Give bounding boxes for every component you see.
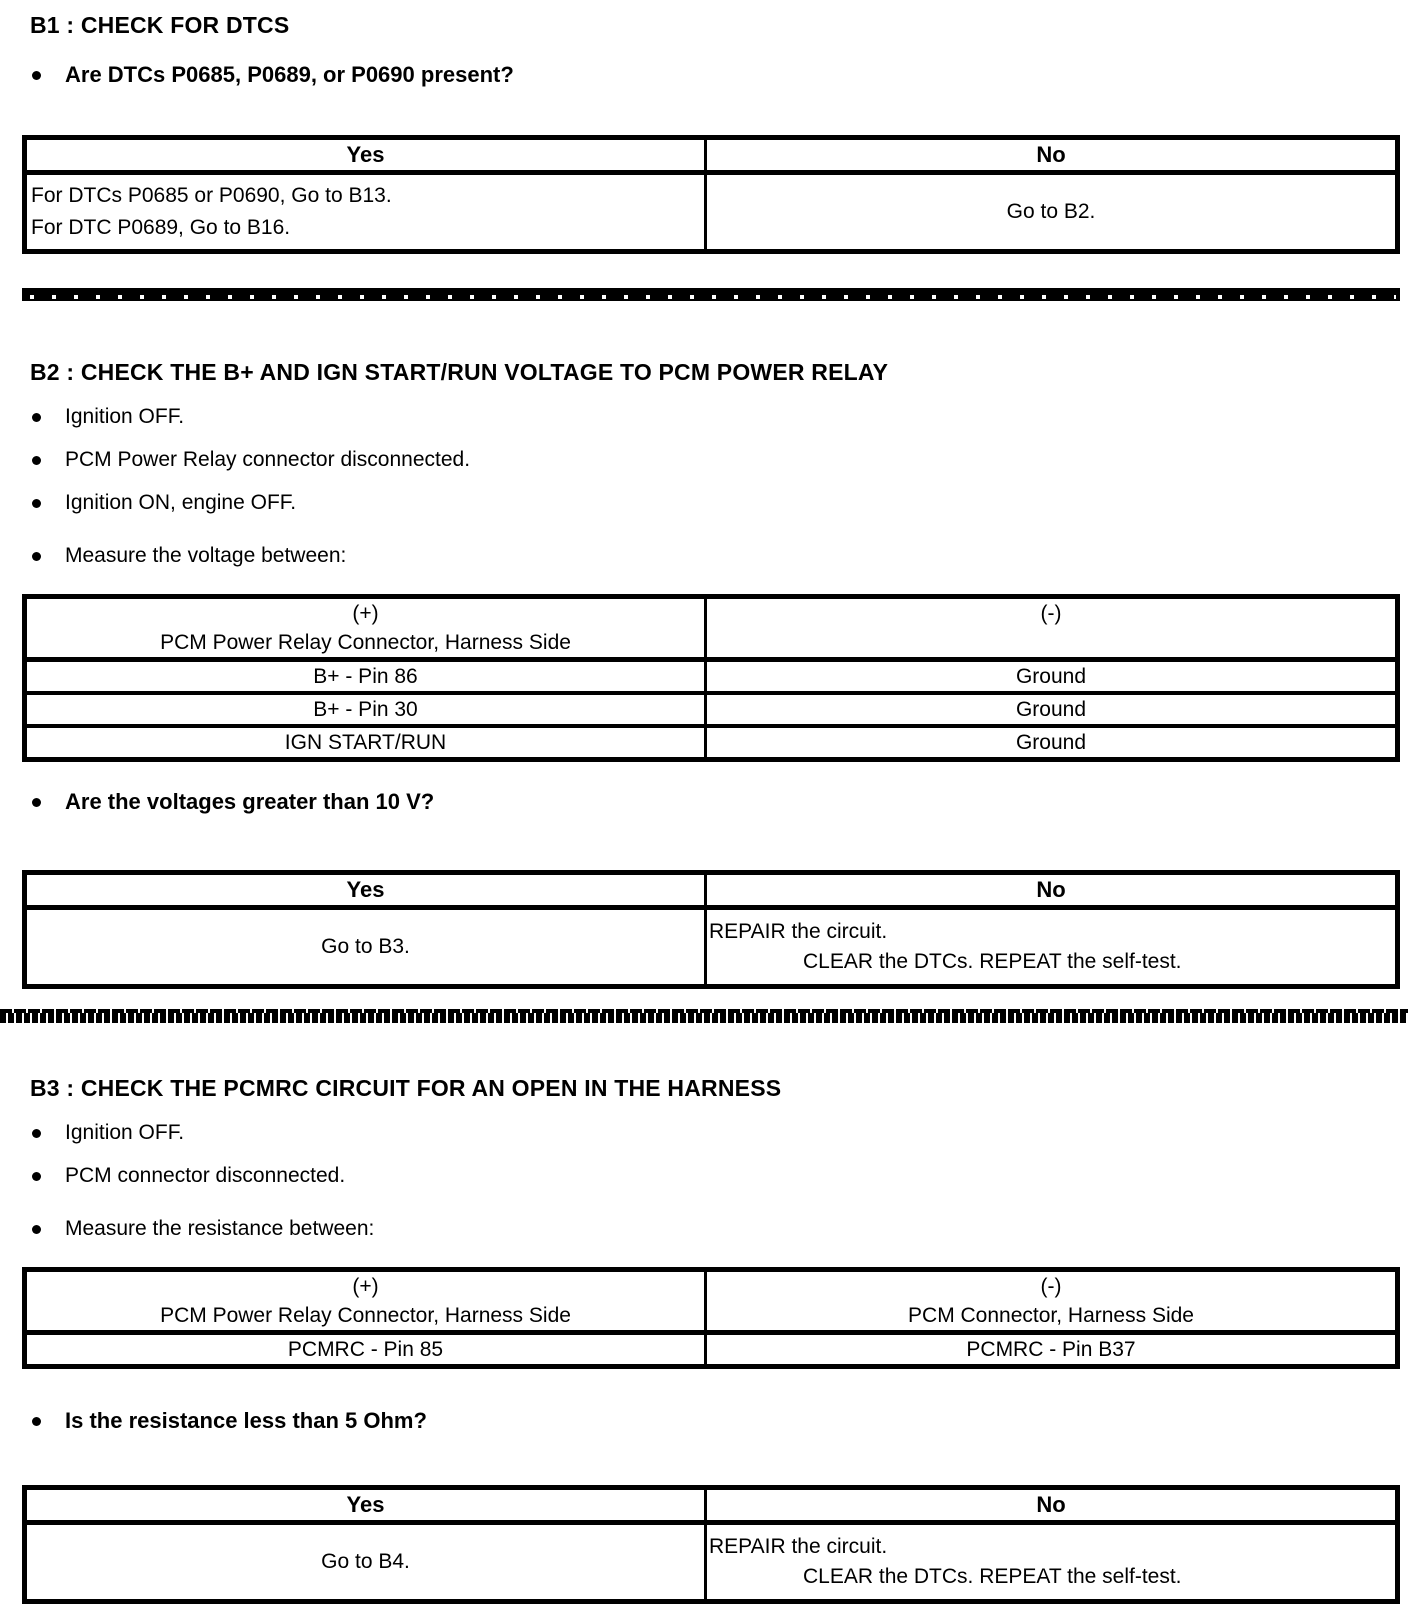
step-text: Measure the resistance between: xyxy=(65,1217,375,1240)
step-text: PCM connector disconnected. xyxy=(65,1164,346,1187)
negative-probe-header xyxy=(706,1270,1398,1333)
measure-point: IGN START/RUN xyxy=(25,726,706,760)
decision-table-b1 xyxy=(22,135,1400,254)
positive-probe-header xyxy=(25,597,706,660)
step-item xyxy=(22,1121,1400,1145)
section-title-b1: B1 : CHECK FOR DTCS xyxy=(30,12,290,38)
section-divider xyxy=(22,288,1400,301)
bullet-icon xyxy=(32,71,41,80)
yes-column-header: Yes xyxy=(25,138,706,173)
measure-point: Ground xyxy=(706,660,1398,694)
table-row xyxy=(25,908,1398,987)
table-row xyxy=(25,173,1398,252)
bullet-icon xyxy=(32,1129,41,1138)
positive-sign: (+) xyxy=(352,1275,379,1298)
question-text: Is the resistance less than 5 Ohm? xyxy=(65,1408,427,1433)
no-action-line: CLEAR the DTCs. REPEAT the self-test. xyxy=(803,950,1182,973)
question-b3 xyxy=(22,1409,1400,1433)
section-title-b3: B3 : CHECK THE PCMRC CIRCUIT FOR AN OPEN IN THE HARNESS xyxy=(30,1075,782,1101)
positive-probe-header xyxy=(25,1270,706,1333)
measure-point: Ground xyxy=(706,726,1398,760)
table-row xyxy=(25,726,1398,760)
table-row xyxy=(25,1333,1398,1367)
measure-point: B+ - Pin 86 xyxy=(25,660,706,694)
table-row xyxy=(25,1523,1398,1602)
question-b1 xyxy=(22,63,1400,87)
decision-table-b2 xyxy=(22,870,1400,989)
measurement-table-b2 xyxy=(22,594,1400,762)
measure-point: PCMRC - Pin B37 xyxy=(706,1333,1398,1367)
measure-point: PCMRC - Pin 85 xyxy=(25,1333,706,1367)
yes-action-line: For DTC P0689, Go to B16. xyxy=(31,216,291,239)
measurement-table-b3 xyxy=(22,1267,1400,1369)
step-text: Ignition ON, engine OFF. xyxy=(65,491,297,514)
bullet-icon xyxy=(32,456,41,465)
decision-table-b3 xyxy=(22,1485,1400,1604)
no-action-cell: Go to B2. xyxy=(706,173,1398,252)
step-text: PCM Power Relay connector disconnected. xyxy=(65,448,471,471)
no-action-line: REPAIR the circuit. xyxy=(709,920,888,943)
no-action-line: CLEAR the DTCs. REPEAT the self-test. xyxy=(803,1565,1182,1588)
yes-column-header: Yes xyxy=(25,1488,706,1523)
bullet-icon xyxy=(32,552,41,561)
question-text: Are DTCs P0685, P0689, or P0690 present? xyxy=(65,62,514,87)
measure-point: Ground xyxy=(706,693,1398,726)
negative-sign: (-) xyxy=(1040,1275,1062,1298)
question-text: Are the voltages greater than 10 V? xyxy=(65,789,435,814)
step-item xyxy=(22,448,1400,472)
no-action-cell xyxy=(706,1523,1398,1602)
bullet-icon xyxy=(32,1172,41,1181)
step-text: Ignition OFF. xyxy=(65,1121,185,1144)
step-item xyxy=(22,1217,1400,1241)
step-item xyxy=(22,1164,1400,1188)
no-action-line: REPAIR the circuit. xyxy=(709,1535,888,1558)
positive-sign: (+) xyxy=(352,602,379,625)
positive-label: PCM Power Relay Connector, Harness Side xyxy=(160,631,571,654)
yes-action-cell: Go to B4. xyxy=(25,1523,706,1602)
no-column-header: No xyxy=(706,873,1398,908)
yes-action-cell: Go to B3. xyxy=(25,908,706,987)
bullet-icon xyxy=(32,1225,41,1234)
bullet-icon xyxy=(32,798,41,807)
section-divider xyxy=(0,1009,1408,1023)
table-row xyxy=(25,693,1398,726)
step-text: Measure the voltage between: xyxy=(65,544,347,567)
positive-label: PCM Power Relay Connector, Harness Side xyxy=(160,1304,571,1327)
section-title-b2: B2 : CHECK THE B+ AND IGN START/RUN VOLTAGE TO PCM POWER RELAY xyxy=(30,359,889,385)
bullet-icon xyxy=(32,499,41,508)
no-action-cell xyxy=(706,908,1398,987)
bullet-icon xyxy=(32,413,41,422)
step-item xyxy=(22,491,1400,515)
question-b2 xyxy=(22,790,1400,814)
negative-sign: (-) xyxy=(1040,602,1062,625)
no-column-header: No xyxy=(706,138,1398,173)
negative-label: PCM Connector, Harness Side xyxy=(908,1304,1194,1327)
step-text: Ignition OFF. xyxy=(65,405,185,428)
yes-column-header: Yes xyxy=(25,873,706,908)
no-column-header: No xyxy=(706,1488,1398,1523)
step-item xyxy=(22,544,1400,568)
step-item xyxy=(22,405,1400,429)
negative-probe-header xyxy=(706,597,1398,660)
yes-action-line: For DTCs P0685 or P0690, Go to B13. xyxy=(31,184,392,207)
table-row xyxy=(25,660,1398,694)
bullet-icon xyxy=(32,1417,41,1426)
yes-action-cell xyxy=(25,173,706,252)
measure-point: B+ - Pin 30 xyxy=(25,693,706,726)
